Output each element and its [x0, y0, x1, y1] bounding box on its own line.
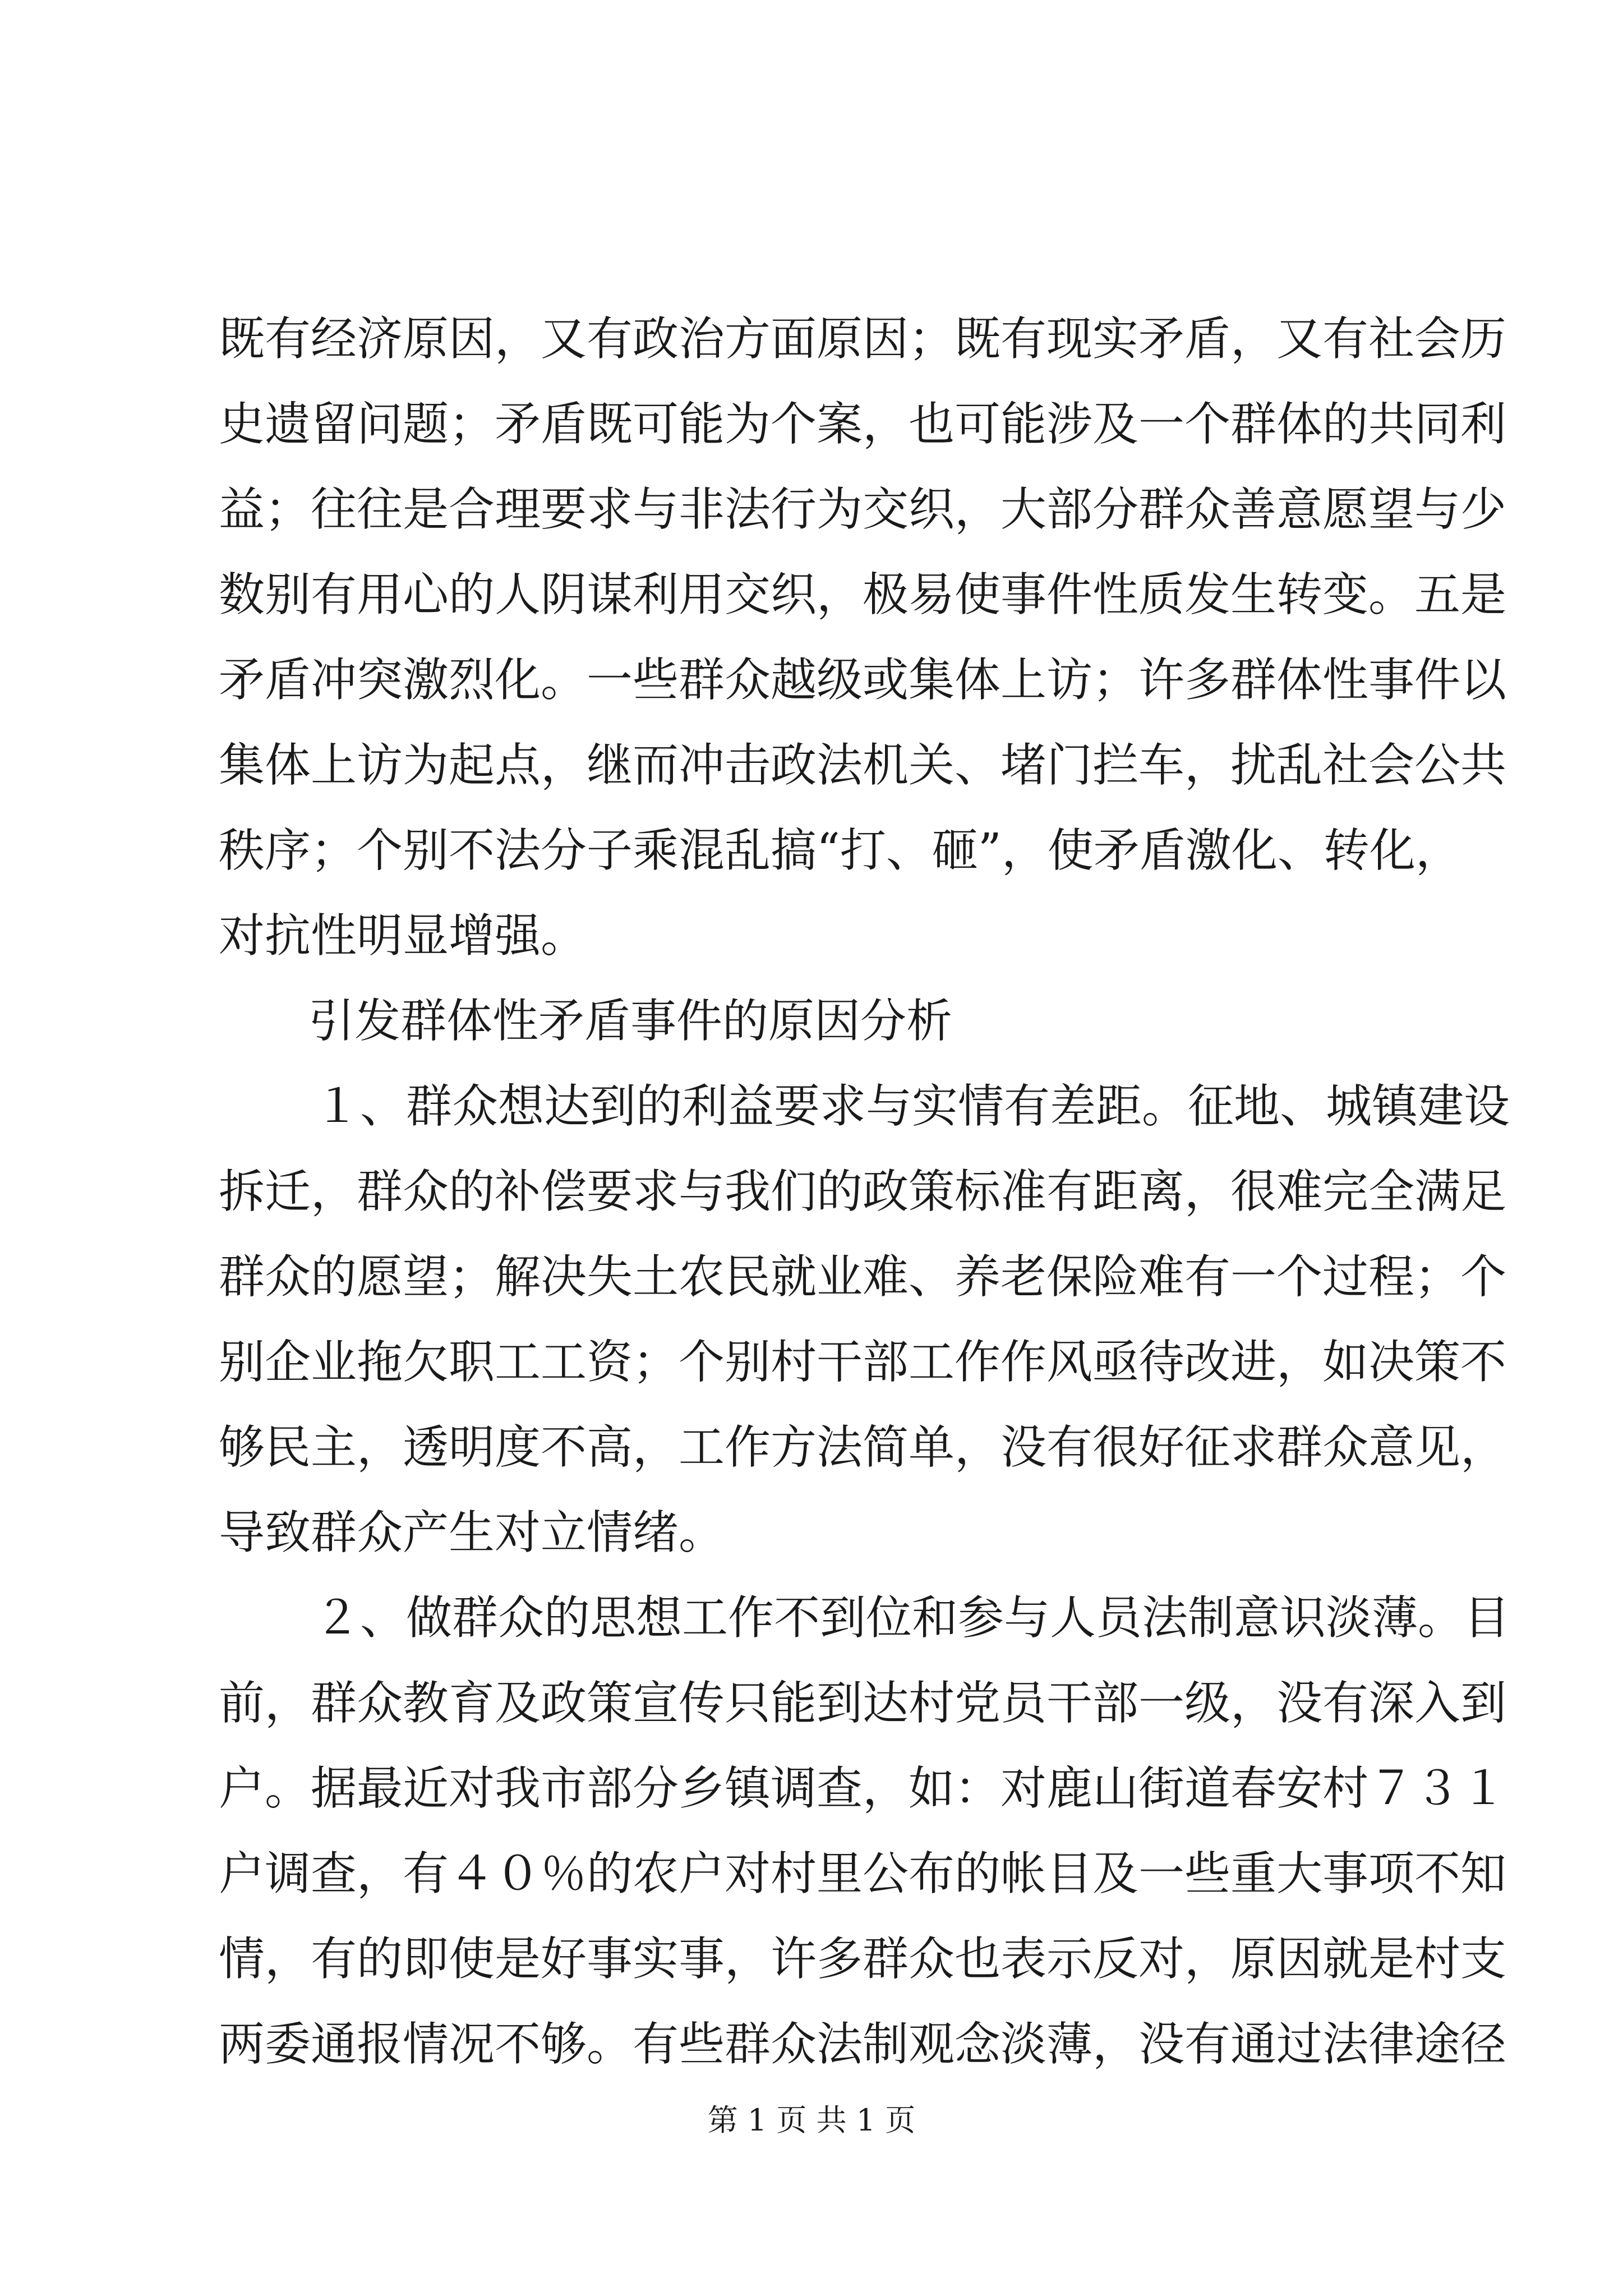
paragraph-line: 群众的愿望；解决失土农民就业难、养老保险难有一个过程；个	[219, 1250, 1507, 1304]
paragraph-line: ２、做群众的思想工作不到位和参与人员法制意识淡薄。目	[314, 1591, 1510, 1645]
paragraph-line: 户调查，有４０％的农户对村里公布的帐目及一些重大事项不知	[219, 1847, 1507, 1901]
paragraph-line: 两委通报情况不够。有些群众法制观念淡薄，没有通过法律途径	[219, 2018, 1507, 2071]
paragraph-line: 拆迁，群众的补偿要求与我们的政策标准有距离，很难完全满足	[219, 1165, 1507, 1218]
paragraph-line: 史遗留问题；矛盾既可能为个案，也可能涉及一个群体的共同利	[219, 398, 1507, 451]
paragraph-line: 前，群众教育及政策宣传只能到达村党员干部一级，没有深入到	[219, 1677, 1507, 1730]
section-heading: 引发群体性矛盾事件的原因分析	[308, 995, 953, 1048]
paragraph-line: 集体上访为起点，继而冲击政法机关、堵门拦车，扰乱社会公共	[219, 739, 1507, 792]
page-number-footer: 第 1 页 共 1 页	[707, 2102, 916, 2138]
paragraph-line: 数别有用心的人阴谋利用交织，极易使事件性质发生转变。五是	[219, 568, 1507, 622]
paragraph-line: 户。据最近对我市部分乡镇调查，如：对鹿山街道春安村７３１	[219, 1762, 1507, 1815]
paragraph-line: 矛盾冲突激烈化。一些群众越级或集体上访；许多群体性事件以	[219, 654, 1507, 707]
paragraph-line: 别企业拖欠职工工资；个别村干部工作作风亟待改进，如决策不	[219, 1336, 1507, 1389]
paragraph-line: １、群众想达到的利益要求与实情有差距。征地、城镇建设	[314, 1080, 1510, 1133]
paragraph-line: 情，有的即使是好事实事，许多群众也表示反对，原因就是村支	[219, 1932, 1507, 1986]
paragraph-line: 导致群众产生对立情绪。	[219, 1506, 725, 1559]
paragraph-line: 对抗性明显增强。	[219, 909, 587, 963]
paragraph-line: 既有经济原因，又有政治方面原因；既有现实矛盾，又有社会历	[219, 312, 1507, 366]
paragraph-line: 秩序；个别不法分子乘混乱搞“打、砸”，使矛盾激化、转化，	[219, 824, 1461, 877]
paragraph-line: 够民主，透明度不高，工作方法简单，没有很好征求群众意见，	[219, 1421, 1507, 1474]
paragraph-line: 益；往往是合理要求与非法行为交织，大部分群众善意愿望与少	[219, 483, 1507, 536]
